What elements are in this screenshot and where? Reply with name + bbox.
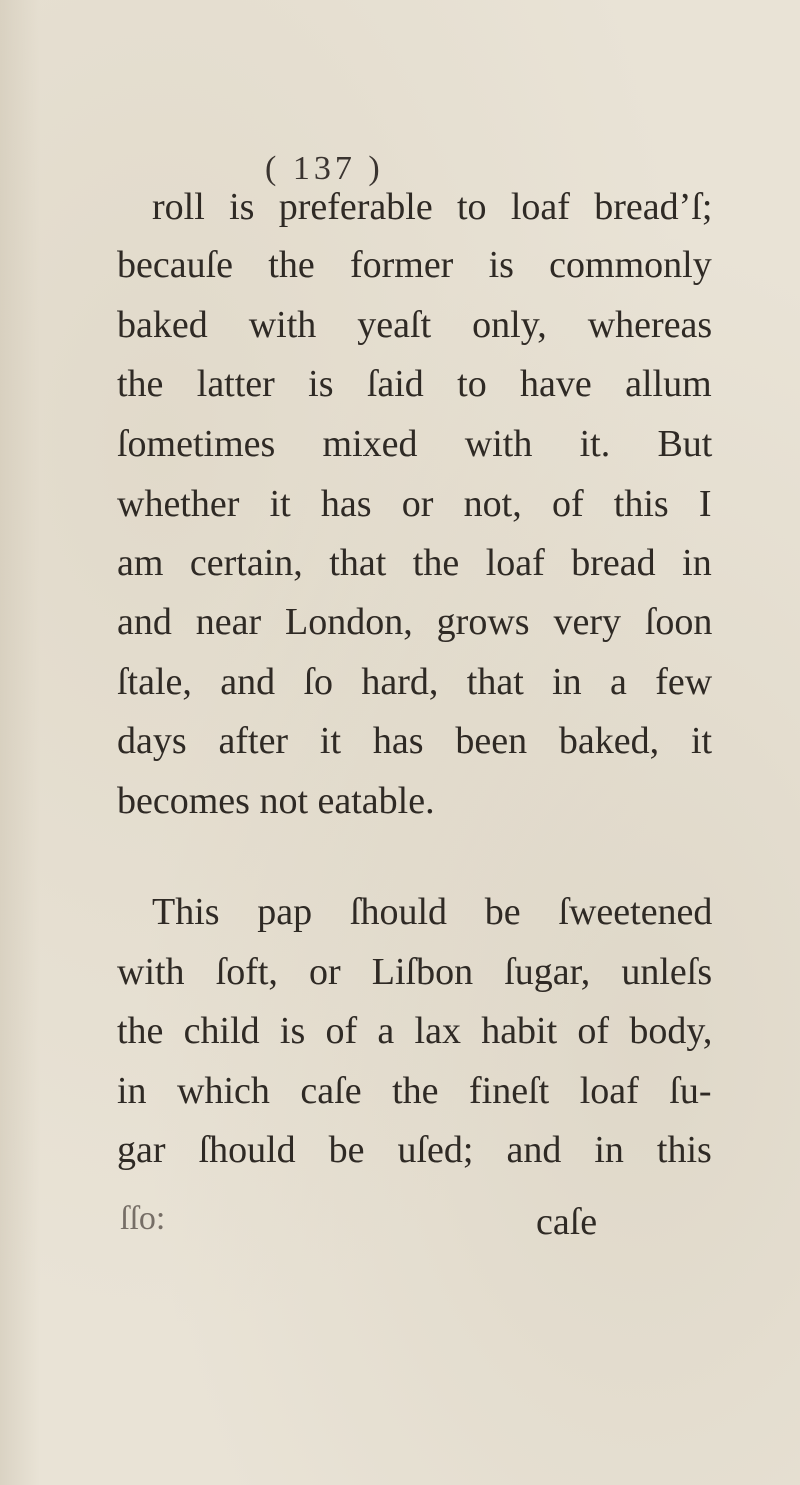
text-line: becomes not eatable. — [117, 780, 435, 822]
text-line: days after it has been baked, it — [117, 720, 713, 762]
text-line: with ſoft, or Liſbon ſugar, unleſs — [117, 951, 713, 993]
text-line: ſometimes mixed with it. But — [117, 423, 713, 465]
text-line: becauſe the former is commonly — [117, 244, 712, 286]
text-line: baked with yeaſt only, whereas — [117, 304, 713, 346]
catchword: caſe — [536, 1201, 598, 1243]
text-line: roll is preferable to loaf bread’ſ; — [152, 186, 713, 228]
text-line: ſtale, and ſo hard, that in a few — [117, 661, 713, 703]
text-line: in which caſe the fineſt loaf ſu- — [117, 1070, 712, 1112]
text-line: the latter is ſaid to have allum — [117, 363, 712, 405]
catchword-left: ſſo: — [120, 1200, 166, 1237]
text-line: gar ſhould be uſed; and in this — [117, 1129, 712, 1171]
text-line: and near London, grows very ſoon — [117, 601, 713, 643]
text-line: whether it has or not, of this I — [117, 483, 712, 525]
text-line: am certain, that the loaf bread in — [117, 542, 712, 584]
page-number: ( 137 ) — [265, 150, 384, 187]
text-line: This pap ſhould be ſweetened — [152, 891, 713, 933]
text-line: the child is of a lax habit of body, — [117, 1010, 713, 1052]
